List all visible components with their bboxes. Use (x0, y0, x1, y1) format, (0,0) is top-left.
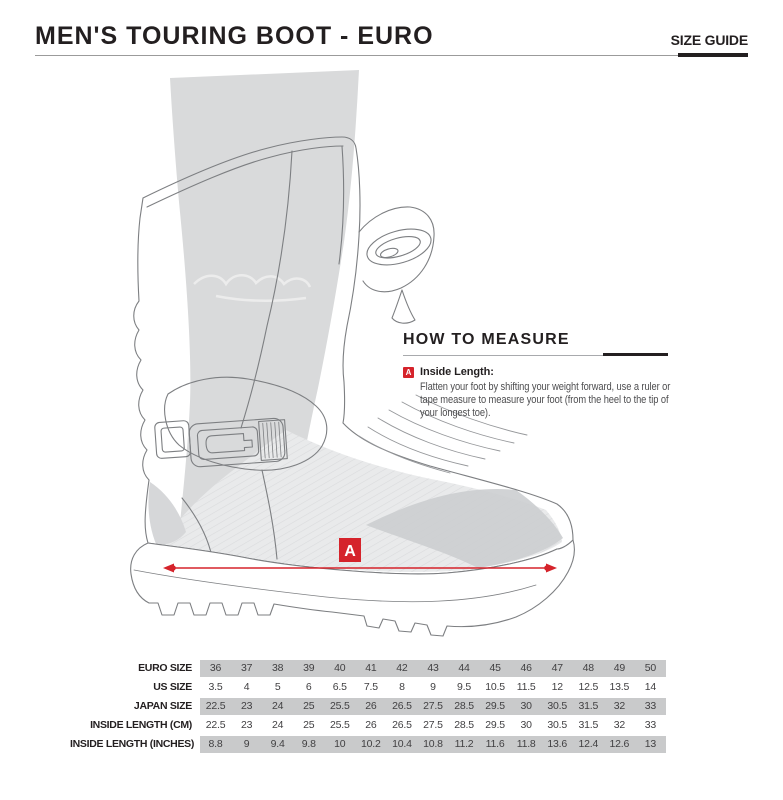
row-label: US SIZE (153, 681, 192, 693)
size-cell: 23 (240, 700, 253, 712)
size-cell: 39 (303, 662, 315, 674)
marker-a-icon: A (403, 367, 414, 378)
size-cell: 11.8 (516, 738, 536, 750)
size-cell: 7.5 (363, 681, 378, 693)
how-to-measure-heading: HOW TO MEASURE (403, 331, 570, 348)
swirl-emblem (363, 223, 435, 272)
size-cell: 46 (520, 662, 532, 674)
size-cell: 31.5 (578, 719, 599, 731)
size-cell: 33 (644, 700, 657, 712)
size-cell: 11.6 (485, 738, 505, 750)
size-cell: 43 (427, 662, 439, 674)
size-cell: 30 (520, 700, 532, 712)
row-values (200, 698, 666, 715)
size-cell: 6 (305, 681, 312, 693)
size-cell: 13 (644, 738, 657, 750)
size-cell: 36 (209, 662, 222, 674)
size-cell: 9.4 (270, 738, 285, 750)
size-cell: 12.4 (578, 738, 599, 750)
size-guide-label: SIZE GUIDE (670, 32, 748, 48)
size-cell: 9.8 (301, 738, 316, 750)
size-cell: 9.5 (457, 681, 472, 693)
size-cell: 8.8 (208, 738, 223, 750)
size-cell: 50 (644, 662, 657, 674)
size-cell: 30.5 (547, 700, 568, 712)
size-cell: 44 (458, 662, 470, 674)
table-row (70, 679, 666, 696)
size-cell: 25 (303, 700, 315, 712)
size-cell: 24 (272, 719, 284, 731)
how-to-measure-divider-accent (603, 353, 668, 356)
size-cell: 30 (520, 719, 532, 731)
size-cell: 10 (334, 738, 346, 750)
size-cell: 33 (644, 719, 657, 731)
size-cell: 10.8 (423, 738, 443, 750)
row-label: EURO SIZE (138, 662, 192, 674)
size-table (70, 660, 666, 755)
size-cell: 13.5 (609, 681, 630, 693)
boot-diagram-svg (116, 70, 586, 652)
size-cell: 29.5 (485, 719, 505, 731)
size-cell: 10.2 (361, 738, 381, 750)
instruction-body: Flatten your foot by shifting your weight forward, use a ruler or tape measure to measure your foot (from the heel to the tip of your longest toe). (420, 381, 671, 420)
size-cell: 48 (582, 662, 594, 674)
marker-a-box (339, 538, 361, 562)
row-values (200, 679, 666, 696)
size-cell: 45 (489, 662, 501, 674)
size-cell: 12.6 (609, 738, 630, 750)
how-to-measure-section (403, 331, 683, 349)
size-cell: 22.5 (205, 700, 226, 712)
size-cell: 26.5 (392, 719, 412, 731)
size-cell: 49 (613, 662, 625, 674)
size-cell: 9 (243, 738, 250, 750)
size-cell: 10.4 (392, 738, 412, 750)
page-title: MEN'S TOURING BOOT - EURO (35, 22, 434, 50)
marker-a-label: A (344, 543, 356, 560)
size-cell: 30.5 (547, 719, 568, 731)
size-cell: 10.5 (485, 681, 505, 693)
table-row (70, 660, 666, 677)
row-label: INSIDE LENGTH (CM) (90, 719, 192, 731)
table-row (70, 717, 666, 734)
size-cell: 29.5 (485, 700, 505, 712)
size-cell: 24 (272, 700, 284, 712)
header-divider-accent (678, 53, 748, 57)
row-label: INSIDE LENGTH (INCHES) (70, 738, 195, 750)
boot-illustration (116, 70, 586, 652)
size-cell: 38 (272, 662, 284, 674)
size-cell: 5 (274, 681, 281, 693)
table-row (70, 698, 666, 715)
size-cell: 42 (396, 662, 408, 674)
size-cell: 47 (551, 662, 563, 674)
size-cell: 12 (551, 681, 563, 693)
size-cell: 4 (243, 681, 250, 693)
size-cell: 11.5 (516, 681, 536, 693)
size-cell: 37 (240, 662, 253, 674)
size-cell: 11.2 (454, 738, 474, 750)
size-cell: 27.5 (423, 719, 443, 731)
size-cell: 23 (240, 719, 253, 731)
size-cell: 14 (644, 681, 657, 693)
size-cell: 25.5 (329, 719, 350, 731)
size-cell: 26.5 (392, 700, 412, 712)
heel-shade-patch (148, 482, 186, 545)
header-divider (35, 55, 680, 56)
size-cell: 28.5 (454, 700, 474, 712)
size-cell: 40 (334, 662, 346, 674)
size-cell: 6.5 (332, 681, 347, 693)
size-cell: 26 (365, 700, 377, 712)
size-cell: 28.5 (454, 719, 474, 731)
row-values (200, 717, 666, 734)
size-cell: 25.5 (329, 700, 350, 712)
row-values (200, 736, 666, 753)
how-to-measure-divider (403, 355, 603, 356)
size-cell: 41 (365, 662, 377, 674)
size-cell: 13.6 (547, 738, 568, 750)
instruction-title: Inside Length: (420, 366, 494, 378)
table-row (70, 736, 666, 753)
size-cell: 25 (303, 719, 315, 731)
swirl-tail (392, 290, 415, 323)
size-cell: 26 (365, 719, 377, 731)
size-cell: 22.5 (205, 719, 226, 731)
row-values (200, 660, 666, 677)
row-label: JAPAN SIZE (133, 700, 192, 712)
size-cell: 31.5 (578, 700, 599, 712)
size-cell: 9 (430, 681, 436, 693)
size-cell: 32 (613, 700, 625, 712)
size-cell: 32 (613, 719, 625, 731)
size-cell: 27.5 (423, 700, 443, 712)
size-cell: 3.5 (208, 681, 223, 693)
size-cell: 12.5 (578, 681, 599, 693)
inside-length-instruction (403, 366, 703, 421)
size-cell: 8 (399, 681, 405, 693)
